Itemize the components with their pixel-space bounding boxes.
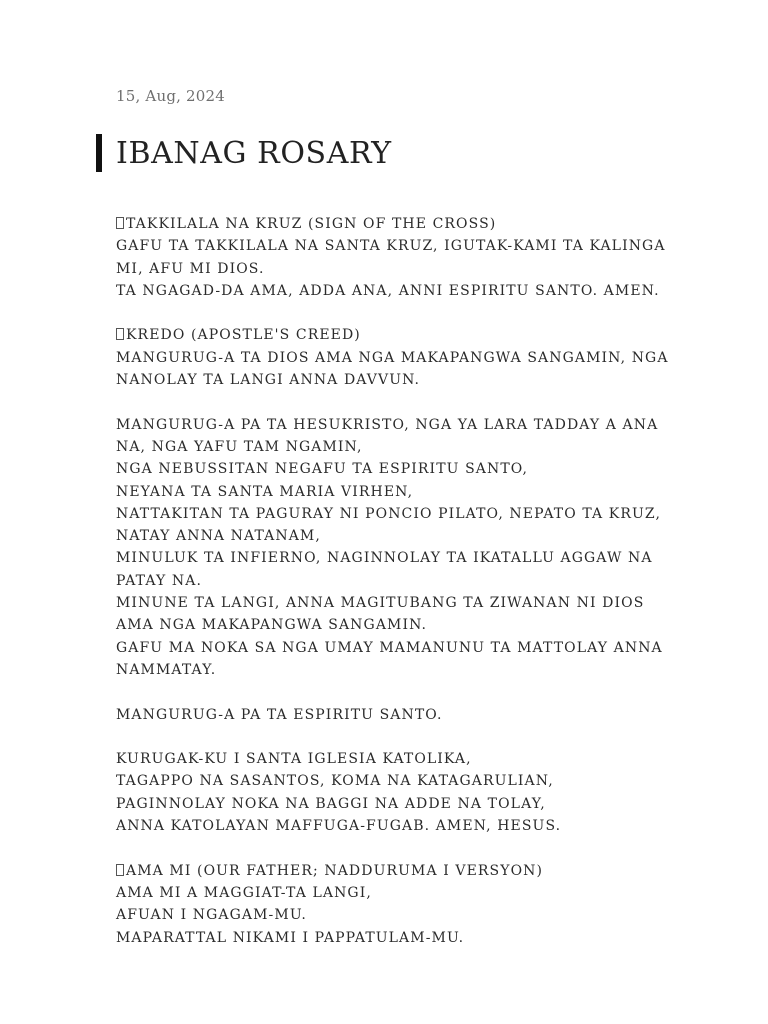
text-line bbox=[116, 369, 661, 391]
missing-glyph-icon bbox=[116, 217, 124, 229]
line-text: AMA MI (OUR FATHER; NADDURUMA I VERSYON) bbox=[126, 862, 544, 879]
line-text: PATAY NA. bbox=[116, 572, 202, 589]
line-text: TAKKILALA NA KRUZ (SIGN OF THE CROSS) bbox=[126, 216, 497, 232]
line-text: AMA NGA MAKAPANGWA SANGAMIN. bbox=[116, 617, 428, 634]
text-line bbox=[116, 815, 661, 837]
text-line bbox=[116, 637, 661, 659]
line-text: MANGURUG-A PA TA HESUKRISTO, NGA YA LARA TADDAY A ANA bbox=[116, 416, 659, 433]
text-line bbox=[116, 458, 661, 480]
text-line bbox=[116, 882, 661, 904]
text-line bbox=[116, 258, 661, 280]
section-heading-line bbox=[116, 860, 661, 882]
line-text: TAGAPPO NA SASANTOS, KOMA NA KATAGARULIAN, bbox=[116, 773, 554, 790]
missing-glyph-icon bbox=[116, 328, 124, 340]
text-line bbox=[116, 904, 661, 926]
text-line bbox=[116, 592, 661, 614]
line-text: ANNA KATOLAYAN MAFFUGA-FUGAB. AMEN, HESUS. bbox=[116, 818, 562, 835]
text-line bbox=[116, 481, 661, 503]
text-line bbox=[116, 570, 661, 592]
line-text: PAGINNOLAY NOKA NA BAGGI NA ADDE NA TOLAY, bbox=[116, 795, 546, 812]
text-line bbox=[116, 547, 661, 569]
line-text: NATTAKITAN TA PAGURAY NI PONCIO PILATO, NEPATO TA KRUZ, bbox=[116, 505, 661, 522]
line-text: NAMMATAY. bbox=[116, 661, 217, 678]
line-text: MANGURUG-A PA TA ESPIRITU SANTO. bbox=[116, 706, 443, 723]
line-text: MINUNE TA LANGI, ANNA MAGITUBANG TA ZIWANAN NI DIOS bbox=[116, 595, 645, 612]
section-heading-line bbox=[116, 213, 661, 235]
text-line bbox=[116, 235, 666, 257]
post-date: 15, Aug, 2024 bbox=[116, 87, 226, 105]
text-line bbox=[116, 347, 669, 369]
text-line bbox=[116, 704, 661, 726]
title-block bbox=[96, 133, 392, 173]
line-text: MAPARATTAL NIKAMI I PAPPATULAM-MU. bbox=[116, 929, 465, 946]
line-text: KURUGAK-KU I SANTA IGLESIA KATOLIKA, bbox=[116, 751, 472, 768]
line-text: NANOLAY TA LANGI ANNA DAVVUN. bbox=[116, 372, 421, 389]
text-line bbox=[116, 436, 661, 458]
paragraph-gap bbox=[116, 302, 661, 324]
missing-glyph-icon bbox=[116, 864, 124, 876]
paragraph-gap bbox=[116, 837, 661, 859]
line-text: AMA MI A MAGGIAT-TA LANGI, bbox=[116, 884, 372, 901]
section-heading-line bbox=[116, 324, 661, 346]
line-text: MI, AFU MI DIOS. bbox=[116, 260, 265, 277]
text-line bbox=[116, 525, 661, 547]
paragraph-gap bbox=[116, 726, 661, 748]
line-text: NEYANA TA SANTA MARIA VIRHEN, bbox=[116, 483, 414, 500]
line-text: KREDO (APOSTLE'S CREED) bbox=[126, 327, 361, 344]
text-line bbox=[116, 927, 661, 949]
line-text: NATAY ANNA NATANAM, bbox=[116, 528, 321, 545]
title-accent-bar bbox=[96, 134, 102, 172]
text-line bbox=[116, 614, 661, 636]
line-text: TA NGAGAD-DA AMA, ADDA ANA, ANNI ESPIRITU SANTO. AMEN. bbox=[116, 282, 660, 299]
line-text: AFUAN I NGAGAM-MU. bbox=[116, 907, 307, 924]
text-line bbox=[116, 414, 661, 436]
line-text: MINULUK TA INFIERNO, NAGINNOLAY TA IKATALLU AGGAW NA bbox=[116, 550, 653, 567]
paragraph-gap bbox=[116, 681, 661, 703]
page-title: IBANAG ROSARY bbox=[116, 135, 392, 171]
line-text: NGA NEBUSSITAN NEGAFU TA ESPIRITU SANTO, bbox=[116, 461, 529, 478]
line-text: MANGURUG-A TA DIOS AMA NGA MAKAPANGWA SANGAMIN, NGA bbox=[116, 349, 669, 366]
article-body bbox=[116, 213, 669, 949]
text-line bbox=[116, 748, 661, 770]
text-line bbox=[116, 503, 661, 525]
text-line bbox=[116, 793, 661, 815]
line-text: NA, NGA YAFU TAM NGAMIN, bbox=[116, 438, 363, 455]
line-text: GAFU TA TAKKILALA NA SANTA KRUZ, IGUTAK-KAMI TA KALINGA bbox=[116, 238, 666, 255]
text-line bbox=[116, 280, 661, 302]
text-line bbox=[116, 659, 661, 681]
line-text: GAFU MA NOKA SA NGA UMAY MAMANUNU TA MATTOLAY ANNA bbox=[116, 639, 663, 656]
paragraph-gap bbox=[116, 391, 661, 413]
text-line bbox=[116, 770, 661, 792]
